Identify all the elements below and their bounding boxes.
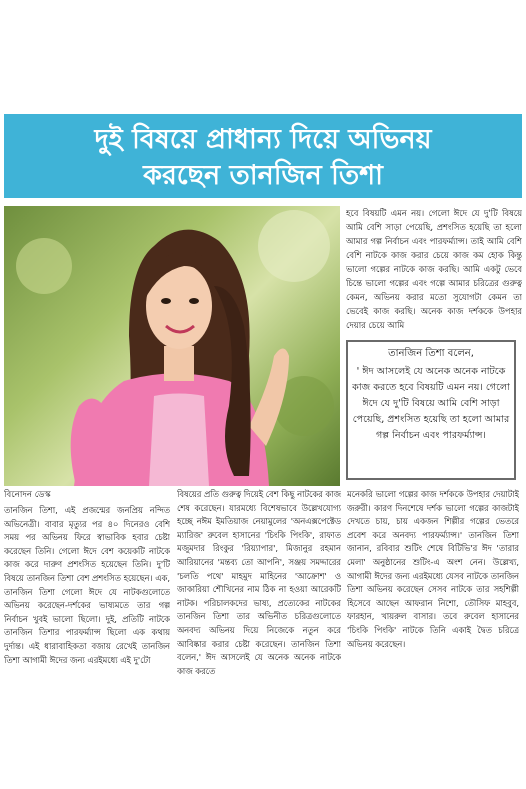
article-column-1 — [4, 488, 170, 718]
article-column-2 — [177, 488, 341, 718]
column-3-text: মনেকরি ভালো গল্পের কাজ দর্শককে উপহার দেয়াটাই জরুরী। কারণ দিনশেষে দর্শক ভালো গল্পের কাজটাই দেখতে চায়, চায় একজন শিল্পীর গল্পের ভেতরে প্রবেশ করে অনবদ্য পারফর্ম্যান্স।' তানজিন তিশা জানান, রবিবার শুটিং শেষে বিটিভি'র ঈদ 'তারার মেলা' অনুষ্ঠানের শুটিং-এ অংশ নেন। উল্লেখ্য, আগামী ঈদের জন্য এরইমধ্যে যেসব নাটকে তানজিন তিশা অভিনয় করেছেন সেসব নাটকে তার সহশিল্পী হিসেবে আছেন আফরান নিশো, তৌসিফ মাহবুব, ফারহান, খায়রুল বাসার। তবে রুবেল হাসানের 'চিংকি পিংকি' নাটকে তিনি একাই দ্বৈত চরিত্রে অভিনয় করেছেন। — [347, 489, 519, 649]
pull-quote-body: ' ঈদ আসলেই যে অনেক অনেক নাটকে কাজ করতে হবে বিষয়টি এমন নয়। গেলো ঈদে যে দু'টি বিষয়ে আমি বেশি সাড়া পেয়েছি, প্রশংসিত হয়েছি তা হলো আমার গল্প নির্বাচন এবং পারফর্ম্যান্স। — [352, 366, 510, 441]
headline-line-1: দুই বিষয়ে প্রাধান্য দিয়ে অভিনয় — [94, 124, 432, 155]
portrait-illustration — [4, 206, 340, 486]
column-1-text: তানজিন তিশা, এই প্রজন্মের জনপ্রিয় নন্দিত অভিনেত্রী। বাবার মৃত্যুর পর ৪০ দিনেরও বেশি সময় পর অভিনয় ফিরে স্বাভাবিক হবার চেষ্টা করেছেন তিনি। গেলো ঈদে বেশ কয়েকটি নাটকে কাজ করে দারুণ প্রশংসিত হয়েছেন তিনি। দু'টি বিষয়ে তানজিন তিশা বেশ প্রশংসিত হয়েছেন। এক, তানজিন তিশা গেলো ঈদে যে নাটকগুলোতে অভিনয় করেছেন-দর্শকের ভাষ্যমতে তার গল্প নির্বাচন খুবই ভালো ছিলো। দুই, প্রতিটি নাটকে তানজিন তিশার পারফর্ম্যান্স ছিলো এক কথায় দুর্দান্ত। এই ধারাবাহিকতা বজায় রেখেই তানজিন তিশা আগামী ঈদের জন্য এরইমধ্যে এই দু'টো — [4, 505, 170, 665]
pull-quote-box — [346, 340, 516, 480]
byline: বিনোদন ডেস্ক — [4, 490, 51, 500]
column-2-text: বিষয়ের প্রতি গুরুত্ব দিয়েই বেশ কিছু নাটকের কাজ শেষ করেছেন। যারমধ্যে বিশেষভাবে উল্লেখযোগ্য হচ্ছে নঈম ইমতিয়াজ নেয়ামুলের 'অনএক্সপেক্টেড ম্যারিজ' রুবেল হাসানের 'চিংকি পিংকি', রাফাত মজুমদার রিংকুর 'রিয়্যাপার', মিজানুর রহমান আরিয়ানের 'মন্তব্য তো আপনি', সঞ্জয় সমদ্দারের 'চলতি পথে' মাহমুদ মাহিনের 'আক্রোশ' ও জাকারিয়া শৌখিনের নাম ঠিক না হওয়া আরেকটি নাটক। পরিচালকদের ভাষ্য, প্রত্যেকের নাটকের তানজিন তিশা তার অভিনীত চরিত্রগুলোতে অনবদ্য অভিনয় দিয়ে নিজেকে নতুন করে আবিষ্কার করার চেষ্টা করেছেন। তানজিন তিশা বলেন,' ঈদ আসলেই যে অনেক অনেক নাটকে কাজ করতে — [177, 489, 341, 676]
headline-line-2: করছেন তানজিন তিশা — [143, 160, 383, 191]
pull-quote-heading: তানজিন তিশা বলেন, — [388, 348, 474, 359]
portrait-photo — [4, 206, 340, 486]
top-right-paragraph: হবে বিষয়টি এমন নয়। গেলো ঈদে যে দু'টি বিষয়ে আমি বেশি সাড়া পেয়েছি, প্রশংসিত হয়েছি তা হলো আমার গল্প নির্বাচন এবং পারফর্ম্যান্স। তাই আমি বেশি বেশি নাটকে কাজ করার চেয়ে কাজ কম হোক কিন্তু ভালো গল্পের নাটকে কাজ করছি। আমি একটু ভেবে চিন্তে ভালো গল্পের এবং গল্পে আমার চরিত্রের গুরুত্ব কেমন, অভিনয় করার মতো সুযোগটা কেমন তা ভেবেই কাজ করছি। অনেক কাজ দর্শককে উপহার দেয়ার চেয়ে আমি — [346, 208, 522, 330]
headline-banner — [4, 114, 522, 198]
article-column-3 — [347, 488, 519, 718]
